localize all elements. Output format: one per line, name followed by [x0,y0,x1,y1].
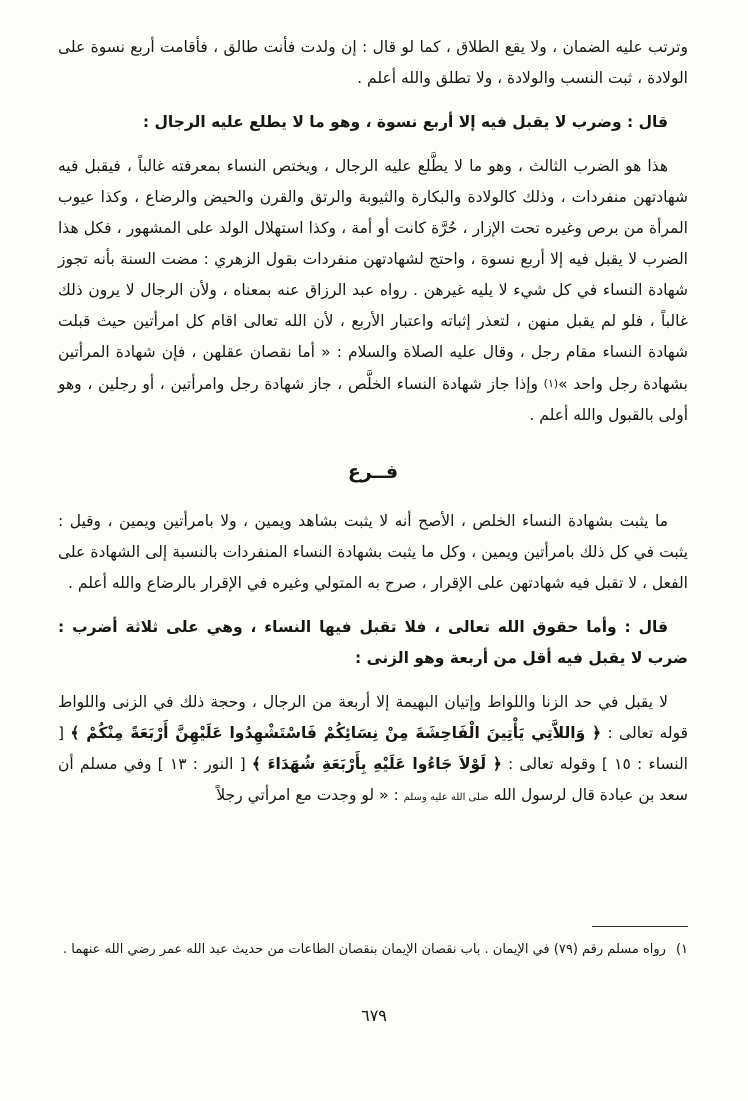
footnote-text: رواه مسلم رقم (٧٩) في الإيمان . باب نقصان الإيمان بنقصان الطاعات من حديث عبد الله عمر رضي الله عنهما . [62,942,666,957]
footnote-marker: ١) [675,942,688,957]
footnote-1 [58,938,688,962]
quran-verse-1: ﴿ وَاللاَّتِي يَأْتِينَ الْفَاحِشَةَ مِنْ نِسَائِكُمْ فَاسْتَشْهِدُوا عَلَيْهِنَّ أَرْبَعَةً مِنْكُمْ ﴾ [70,724,602,742]
main-text-column [58,32,688,813]
footnote-reference: (١) [543,377,559,390]
sharh-3-part-c: [ النور : ١٣ ] وفي مسلم أن سعد بن عبادة قال لرسول الله [58,755,688,804]
footnote-divider [592,926,688,927]
paragraph-continuation: وترتب عليه الضمان ، ولا يقع الطلاق ، كما لو قال : إن ولدت فأنت طالق ، فأقامت أربع نسوة على الولادة ، ثبت النسب والولادة ، ولا تطلق والله أعلم . [58,38,688,87]
sharh-paragraph-3 [58,687,688,813]
sharh-1-part-a: هذا هو الضرب الثالث ، وهو ما لا يطَّلع عليه الرجال ، ويختص النساء بمعرفته غالباً ، فيقبل فيه شهادتهن منفردات ، وذلك كالولادة والبكارة والثيوبة والرتق والقرن والحيض والرضاع ، وكذا عيوب المرأة من برص وغيره تحت الإزار ، حُرَّة كانت أو أمة ، وكذا استهلال الولد على المشهور ، فكل هذا الضرب لا يقبل فيه إلا أربع نسوة ، واحتج لشهادتهن منفردات بقول الزهري : مضت السنة بأنه تجوز شهادة النساء في كل شيء لا يليه غيرهن . رواه عبد الرزاق عنه بمعناه ، ولأن الرجال لا يرون ذلك غالباً ، فلو لم يقبل منهن ، لتعذر إثباته واعتبار الأربع ، لأن الله تعالى اقام كل امرأتين حيث قبلت شهادة النساء مقام رجل ، وقال عليه الصلاة والسلام : « أما نقصان عقلهن ، فإن شهادة المرأتين بشهادة رجل واحد » [58,157,688,393]
footnote-area [58,926,688,962]
matn-paragraph-1: قال : وضرب لا يقبل فيه إلا أربع نسوة ، وهو ما لا يطلع عليه الرجال : [142,113,668,131]
sharh-3-part-d: : « لو وجدت مع امرأتي رجلاً [216,786,404,804]
quran-verse-2: ﴿ لَوْلاَ جَاءُوا عَلَيْهِ بِأَرْبَعَةِ شُهَدَاءَ ﴾ [251,755,502,773]
matn-paragraph-2: قال : وأما حقوق الله تعالى ، فلا تقبل فيها النساء ، وهي على ثلاثة أضرب : ضرب لا يقبل فيه أقل من أربعة وهو الزنى : [58,618,688,667]
sharh-paragraph-2: ما يثبت بشهادة النساء الخلص ، الأصح أنه لا يثبت بشاهد ويمين ، ولا بامرأتين ويمين ، وقيل : يثبت في كل ذلك بامرأتين ويمين ، وكل ما يثبت بشهادة النساء المنفردات بالنسبة إلى الشهادة على الفعل ، لا تقبل فيه شهادتهن على الإقرار ، صرح به المتولي وغيره في الإقرار بالرضاع والله أعلم . [58,512,688,592]
sharh-3-part-a: لا يقبل في حد الزنا واللواط وإتيان البهيمة إلا أربعة من الرجال ، وحجة ذلك في الزنى واللواط قوله تعالى : [58,693,689,742]
sharh-3-part-b: [ النساء : ١٥ ] وقوله تعالى : [58,724,688,773]
prophet-honorific: صلى الله عليه وسلم [403,792,489,803]
sharh-paragraph-1 [58,151,688,431]
section-heading-far: فــرع [347,461,399,483]
page-number: ٦٧٩ [361,1006,387,1025]
sharh-1-part-b: وإذا جاز شهادة النساء الخلَّص ، جاز شهادة رجل وامرأتين ، أو رجلين ، وهو أولى بالقبول والله أعلم . [58,375,688,424]
